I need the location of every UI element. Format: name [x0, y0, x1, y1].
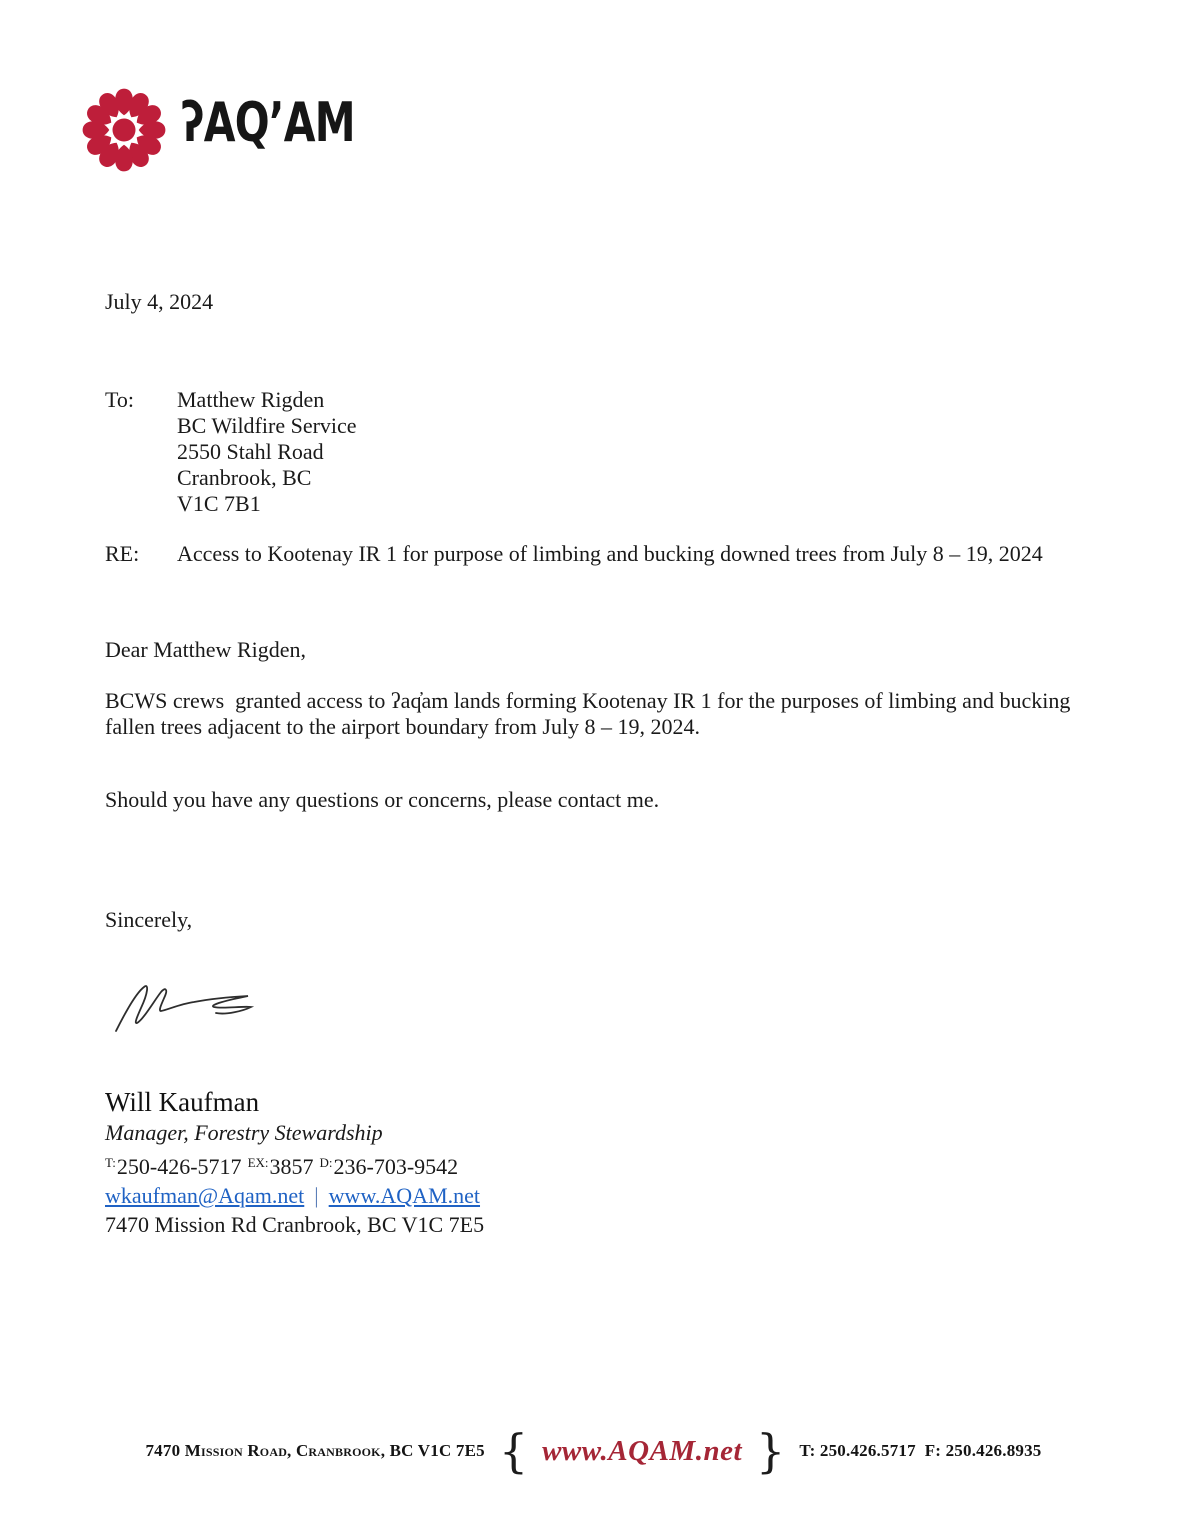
- direct-label: D:: [319, 1155, 333, 1170]
- sender-links-line: [105, 1181, 484, 1210]
- website-link[interactable]: www.AQAM.net: [328, 1183, 481, 1208]
- recipient-street: 2550 Stahl Road: [177, 439, 324, 464]
- phone-label: T:: [105, 1155, 116, 1170]
- recipient-name: Matthew Rigden: [177, 387, 325, 412]
- body-paragraph: BCWS crews granted access to ʔaq̓am lands forming Kootenay IR 1 for the purposes of limbing and bucking fallen trees adjacent to the airport boundary from July 8 – 19, 2024.: [105, 688, 1076, 739]
- re-subject: Access to Kootenay IR 1 for purpose of limbing and bucking downed trees from July 8 – 19, 2024: [177, 541, 1043, 566]
- sender-title: Manager, Forestry Stewardship: [105, 1120, 383, 1145]
- re-label: RE:: [105, 541, 140, 566]
- sender-name: Will Kaufman: [105, 1087, 260, 1117]
- direct-number: 236-703-9542: [333, 1154, 459, 1179]
- link-separator: |: [314, 1183, 319, 1208]
- recipient-org: BC Wildfire Service: [177, 413, 357, 438]
- to-label: To:: [105, 387, 135, 412]
- letterhead-footer: [0, 1424, 1187, 1478]
- extension-number: 3857: [269, 1154, 314, 1179]
- sender-phone-line: [105, 1148, 484, 1181]
- sender-address: 7470 Mission Rd Cranbrook, BC V1C 7E5: [105, 1212, 485, 1237]
- salutation: Dear Matthew Rigden,: [105, 637, 306, 662]
- recipient-block: [105, 387, 357, 517]
- signature-image: [110, 975, 270, 1045]
- org-wordmark: ʔAQ’AM: [181, 91, 355, 154]
- re-line: [105, 541, 1043, 567]
- footer-left-brace: {: [498, 1424, 529, 1478]
- recipient-postal-code: V1C 7B1: [177, 491, 261, 516]
- footer-address: 7470 Mission Road, Cranbrook, BC V1C 7E5: [145, 1441, 485, 1460]
- footer-phone: T: 250.426.5717 F: 250.426.8935: [799, 1441, 1042, 1460]
- valediction: Sincerely,: [105, 907, 193, 932]
- extension-label: EX:: [247, 1155, 269, 1170]
- phone-number: 250-426-5717: [116, 1154, 242, 1179]
- footer-right-brace: }: [756, 1424, 786, 1478]
- email-link[interactable]: wkaufman@Aqam.net: [105, 1183, 305, 1208]
- letter-date: July 4, 2024: [105, 289, 214, 314]
- recipient-city: Cranbrook, BC: [177, 465, 312, 490]
- aqam-flower-logo: [78, 84, 170, 176]
- closing-line: Should you have any questions or concerns, please contact me.: [105, 787, 660, 812]
- footer-website: www.AQAM.net: [542, 1434, 743, 1467]
- signature-block: [105, 1086, 484, 1239]
